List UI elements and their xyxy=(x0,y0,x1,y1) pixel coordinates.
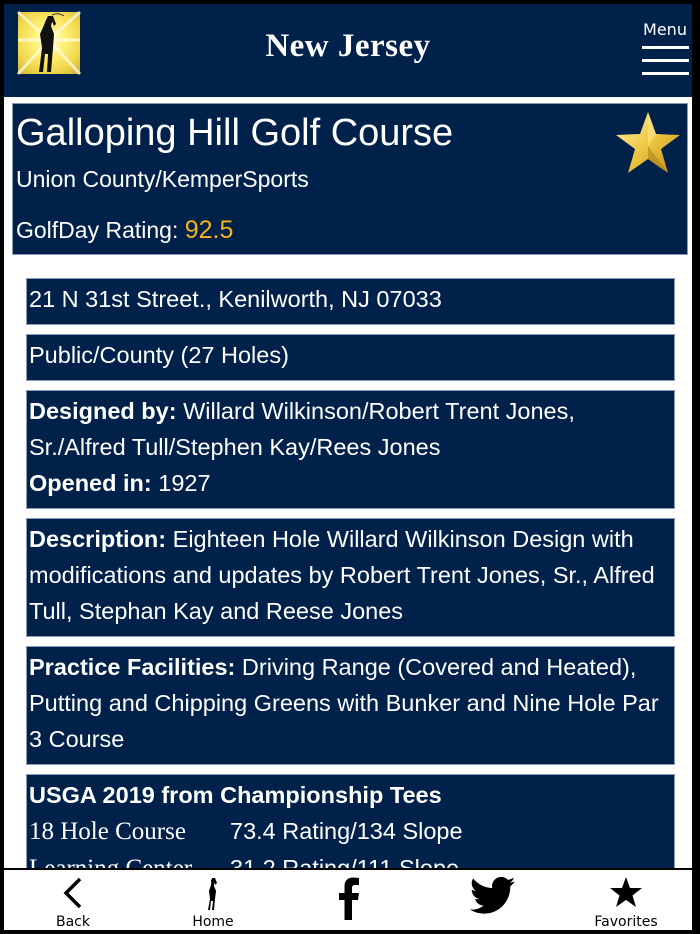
star-icon xyxy=(609,876,643,908)
address-box xyxy=(26,278,675,325)
chevron-left-icon xyxy=(58,876,88,910)
course-owner: Union County/KemperSports xyxy=(16,166,309,192)
menu-label: Menu xyxy=(643,20,687,39)
hamburger-bar xyxy=(642,46,689,49)
menu-button[interactable] xyxy=(640,20,690,80)
course-name: Galloping Hill Golf Course xyxy=(16,112,454,154)
description-box xyxy=(26,518,675,637)
hamburger-bar xyxy=(642,72,689,75)
twitter-icon xyxy=(470,876,516,916)
header-bar xyxy=(4,4,692,97)
tab-label: Home xyxy=(192,914,234,930)
usga-course-name: 18 Hole Course xyxy=(29,818,186,845)
gold-star-icon[interactable] xyxy=(615,110,681,176)
tab-favorites[interactable] xyxy=(590,870,662,930)
practice-label: Practice Facilities: xyxy=(29,654,236,680)
designed-by-value: Willard Wilkinson/Robert Trent Jones, Sr./Alfred Tull/Stephen Kay/Rees Jones xyxy=(29,398,575,460)
address-text: 21 N 31st Street., Kenilworth, NJ 07033 xyxy=(29,286,442,312)
designer-box xyxy=(26,390,675,509)
usga-course-value: 73.4 Rating/134 Slope xyxy=(230,818,463,844)
practice-value: Driving Range (Covered and Heated), Putting and Chipping Greens with Bunker and Nine Hole Par 3 Course xyxy=(29,654,659,752)
app-frame xyxy=(4,4,692,930)
tab-back[interactable] xyxy=(40,870,106,930)
scroll-content[interactable] xyxy=(4,97,692,868)
usga-heading: USGA 2019 from Championship Tees xyxy=(29,782,442,808)
course-type-box xyxy=(26,334,675,381)
bottom-tab-bar xyxy=(4,868,692,930)
golfday-rating xyxy=(16,216,233,245)
tab-twitter[interactable] xyxy=(460,870,526,930)
page-title: New Jersey xyxy=(265,28,431,64)
rating-value: 92.5 xyxy=(184,216,234,244)
practice-facilities-box xyxy=(26,646,675,765)
tab-label: Favorites xyxy=(594,914,658,930)
tab-facebook[interactable] xyxy=(320,870,378,930)
opened-value: 1927 xyxy=(158,470,211,496)
course-header-box xyxy=(12,103,688,255)
opened-label: Opened in: xyxy=(29,470,152,496)
description-label: Description: xyxy=(29,526,167,552)
designed-by-label: Designed by: xyxy=(29,398,177,424)
rating-label: GolfDay Rating: xyxy=(16,217,179,243)
usga-row xyxy=(29,813,672,850)
tab-home[interactable] xyxy=(180,870,246,930)
course-type-text: Public/County (27 Holes) xyxy=(29,342,289,368)
golfer-icon xyxy=(203,876,223,912)
facebook-icon xyxy=(338,876,360,920)
hamburger-bar xyxy=(642,59,689,62)
tab-label: Back xyxy=(56,914,90,930)
description-value: Eighteen Hole Willard Wilkinson Design with modifications and updates by Robert Trent Jones, Sr., Alfred Tull, Stephan Kay and Reese Jones xyxy=(29,526,655,624)
